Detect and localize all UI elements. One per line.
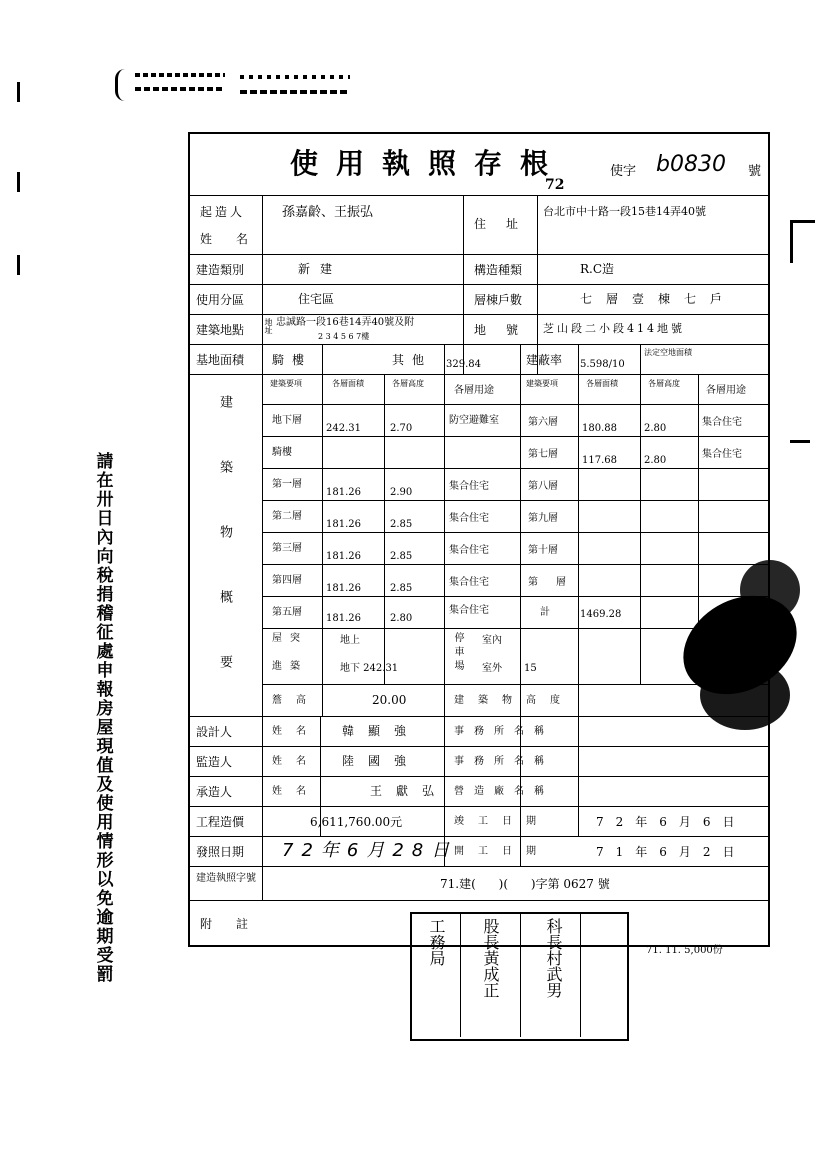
zoning-value: 住宅區 xyxy=(298,292,335,306)
zoning-label: 使用分區 xyxy=(196,293,245,307)
print-run-note: 71. 11. 5,000份 xyxy=(646,945,723,956)
document-title: 使用執照存根 xyxy=(290,147,567,180)
legal-open-label: 法定空地面積 xyxy=(644,348,692,357)
site-value: 忠誠路一段16巷14弄40號及附 xyxy=(276,317,415,328)
header-stamp xyxy=(115,65,355,105)
eave-height-label: 簷高 xyxy=(272,695,320,706)
outdoor-value: 15 xyxy=(524,663,537,674)
completion-date: 72年6月6日 xyxy=(596,815,747,829)
header-area-left: 各層面積 xyxy=(332,379,364,388)
supervisor-office-label: 事務所名稱 xyxy=(454,756,554,767)
contractor-name-label: 姓名 xyxy=(272,786,320,797)
base-area-label: 基地面積 xyxy=(196,353,245,367)
floor-name: 第九層 xyxy=(528,513,558,524)
header-height-left: 各層高度 xyxy=(392,379,424,388)
floor-area: 242.31 xyxy=(326,423,361,434)
site-sub-label: 地址 xyxy=(264,318,273,334)
floor-use: 集合住宅 xyxy=(702,449,742,460)
contractor-label: 承造人 xyxy=(196,785,233,799)
building-height-label: 建築物高度 xyxy=(454,695,574,706)
floor-name: 第一層 xyxy=(272,479,302,490)
structure-label: 構造種類 xyxy=(474,263,523,277)
address-value: 台北市中十路一段15巷14弄40號 xyxy=(543,205,706,218)
building-summary-label: 建築物概要 xyxy=(217,395,232,720)
owner-name: 孫嘉齡、王振弘 xyxy=(282,205,374,220)
header-use-right: 各層用途 xyxy=(706,385,746,396)
floor-use: 集合住宅 xyxy=(702,417,742,428)
floors-value: 七層壹棟七戶 xyxy=(580,292,737,306)
site-sub-value: 2 3 4 5 6 7樓 xyxy=(318,332,370,341)
build-permit-value: 71.建( )( )字第 0627 號 xyxy=(440,877,610,891)
floor-name: 第三層 xyxy=(272,543,302,554)
seal-text-a: 工務局 xyxy=(427,918,446,966)
issue-date: 72年6月28日 xyxy=(282,840,458,861)
outdoor-label: 室外 xyxy=(482,663,502,674)
arcade-label: 騎樓 xyxy=(272,353,313,367)
parking-label: 停車場 xyxy=(452,632,463,674)
header-area-right: 各層面積 xyxy=(586,379,618,388)
floor-name: 騎樓 xyxy=(272,447,292,458)
floor-area: 181.26 xyxy=(326,487,361,498)
floor-area: 180.88 xyxy=(582,423,617,434)
floor-use: 集合住宅 xyxy=(449,513,489,524)
owner-label: 起造人 xyxy=(200,205,246,219)
floor-area: 181.26 xyxy=(326,583,361,594)
contractor-name: 王獻弘 xyxy=(370,784,449,798)
floor-name: 第六層 xyxy=(528,417,558,428)
floor-use: 防空避難室 xyxy=(449,415,499,426)
remarks-label: 附註 xyxy=(200,917,273,931)
header-item-left: 建築要項 xyxy=(270,379,302,388)
floor-height: 2.90 xyxy=(390,487,413,498)
basement-area: 地下 242.31 xyxy=(340,663,399,674)
contractor-office-label: 營造廠名稱 xyxy=(454,786,554,797)
other-label: 其他 xyxy=(392,353,433,367)
building-type-value: 新建 xyxy=(298,262,343,276)
designer-label: 設計人 xyxy=(196,725,233,739)
floor-height: 2.80 xyxy=(644,423,667,434)
floor-use: 集合住宅 xyxy=(449,545,489,556)
roof-label: 屋突 xyxy=(272,633,308,644)
seal-text-c: 科長村武男 xyxy=(544,918,563,998)
floor-area: 117.68 xyxy=(582,455,617,466)
eave-height-value: 20.00 xyxy=(372,693,407,707)
permit-number: b0830 xyxy=(656,152,726,177)
completion-label: 竣工日期 xyxy=(454,816,550,827)
permit-prefix: 使字 xyxy=(610,164,637,179)
year-number: 72 xyxy=(545,177,565,193)
issue-label: 發照日期 xyxy=(196,845,245,859)
indoor-label: 室內 xyxy=(482,635,502,646)
header-height-right: 各層高度 xyxy=(648,379,680,388)
floor-use: 集合住宅 xyxy=(449,481,489,492)
ratio-value: 5.598/10 xyxy=(580,359,625,370)
floor-area: 181.26 xyxy=(326,519,361,530)
floor-height: 2.85 xyxy=(390,583,413,594)
lot-value: 芝山段二小段414地號 xyxy=(543,322,685,335)
other-value: 329.84 xyxy=(446,359,481,370)
cost-label: 工程造價 xyxy=(196,815,245,829)
floor-name: 第二層 xyxy=(272,511,302,522)
floor-height: 2.80 xyxy=(644,455,667,466)
floor-name: 第十層 xyxy=(528,545,558,556)
start-date: 71年6月2日 xyxy=(596,845,747,859)
floor-name: 計 xyxy=(540,607,550,618)
floor-name: 第七層 xyxy=(528,449,558,460)
address-label: 住址 xyxy=(474,217,539,231)
floors-label: 層棟戶數 xyxy=(474,293,523,307)
floor-name: 第層 xyxy=(528,577,584,588)
supervisor-name-label: 姓名 xyxy=(272,756,320,767)
supervisor-name: 陸國強 xyxy=(342,754,421,768)
floor-height: 2.80 xyxy=(390,613,413,624)
ratio-label: 建蔽率 xyxy=(526,353,563,367)
total-area: 1469.28 xyxy=(580,609,622,620)
header-use-left: 各層用途 xyxy=(454,385,494,396)
designer-name-label: 姓名 xyxy=(272,726,320,737)
annex-label: 進築 xyxy=(272,661,308,672)
floor-name: 第四層 xyxy=(272,575,302,586)
header-item-right: 建築要項 xyxy=(526,379,558,388)
floor-name: 第八層 xyxy=(528,481,558,492)
floor-height: 2.85 xyxy=(390,519,413,530)
designer-name: 韓顯強 xyxy=(342,724,421,738)
site-label: 建築地點 xyxy=(196,323,245,337)
seal-text-b: 股長黃成正 xyxy=(481,918,500,998)
supervisor-label: 監造人 xyxy=(196,755,233,769)
building-type-label: 建造類別 xyxy=(196,263,245,277)
permit-suffix: 號 xyxy=(748,164,762,179)
floor-height: 2.85 xyxy=(390,551,413,562)
floor-area: 181.26 xyxy=(326,613,361,624)
floor-name: 第五層 xyxy=(272,607,302,618)
build-permit-label: 建造執照字號 xyxy=(196,873,256,884)
structure-value: R.C造 xyxy=(580,262,615,276)
start-label: 開工日期 xyxy=(454,846,550,857)
designer-office-label: 事務所名稱 xyxy=(454,726,554,737)
floor-use: 集合住宅 xyxy=(449,577,489,588)
floor-name: 地下層 xyxy=(272,415,302,426)
floor-use: 集合住宅 xyxy=(449,605,489,616)
lot-label: 地號 xyxy=(474,323,539,337)
floor-height: 2.70 xyxy=(390,423,413,434)
cost-value: 6,611,760.00元 xyxy=(310,815,403,829)
floor-area: 181.26 xyxy=(326,551,361,562)
above-ground: 地上 xyxy=(340,635,360,646)
tax-notice: 請在卅日內向稅捐稽征處申報房屋現值及使用情形以免逾期受罰 xyxy=(92,452,113,984)
owner-name-label: 姓名 xyxy=(200,232,273,246)
